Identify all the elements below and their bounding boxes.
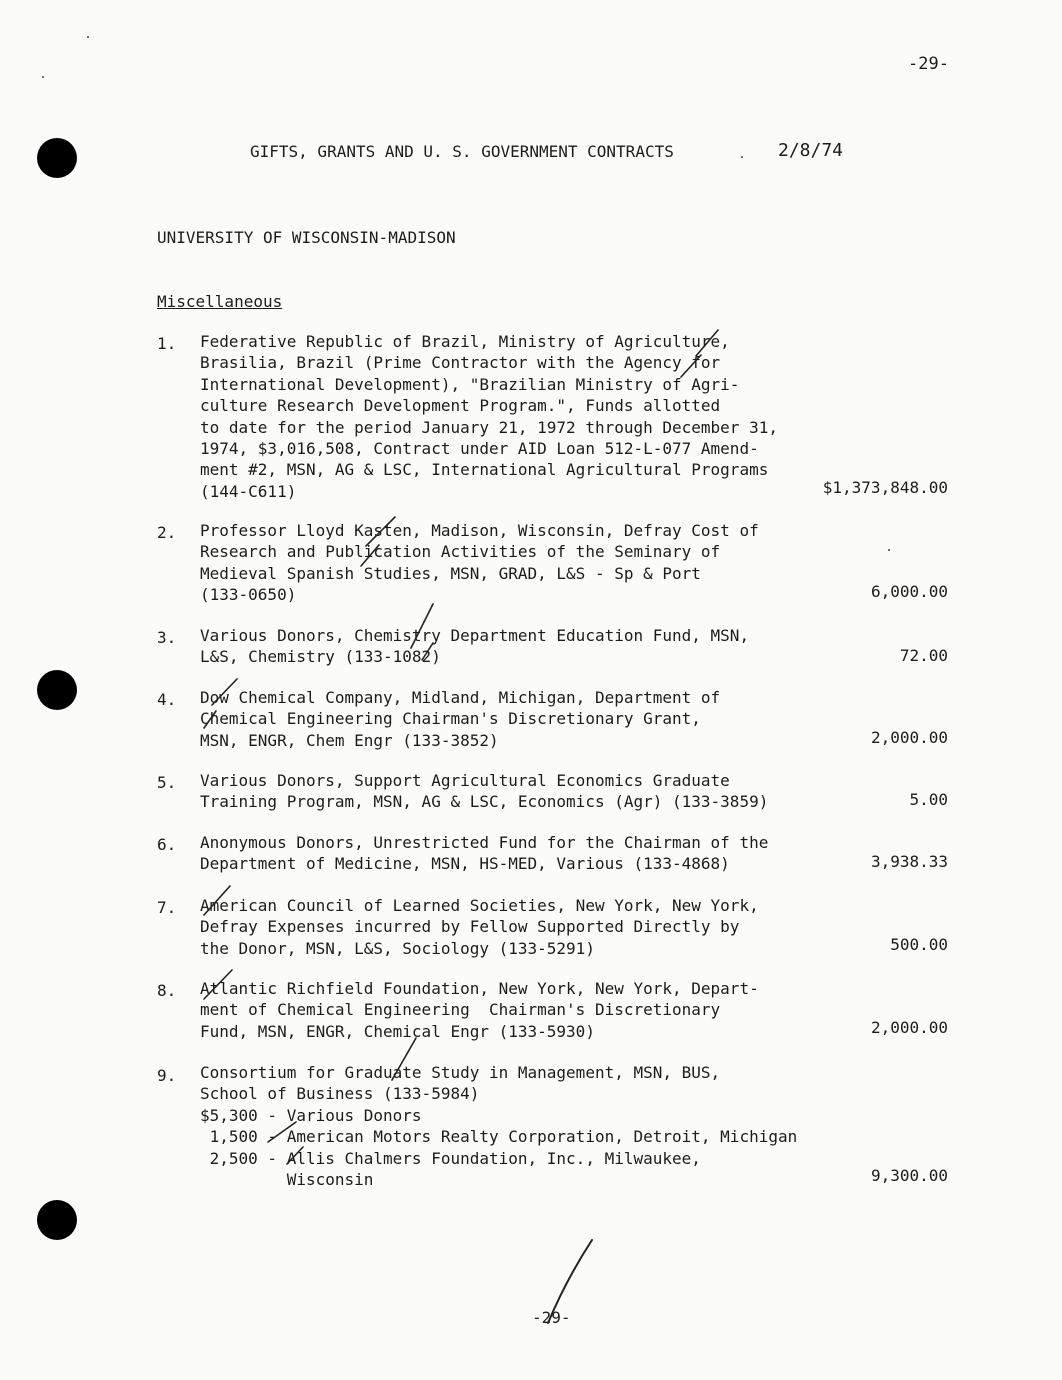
item-amount: 6,000.00 <box>870 582 948 601</box>
item-number: 5. <box>157 773 177 792</box>
item-number: 4. <box>157 690 177 709</box>
item-description <box>200 331 778 502</box>
item-line: MSN, ENGR, Chem Engr (133-3852) <box>200 730 499 750</box>
item-line: Brasilia, Brazil (Prime Contractor with the Agency for <box>200 353 721 373</box>
item-line: 2,500 - Allis Chalmers Foundation, Inc., Milwaukee, <box>200 1148 701 1168</box>
page-number-top: -29- <box>908 54 949 74</box>
item-line: American Council of Learned Societies, New York, New York, <box>200 896 759 915</box>
item-description <box>200 687 720 751</box>
item-number: 9. <box>157 1066 177 1085</box>
item-line: Fund, MSN, ENGR, Chemical Engr (133-5930) <box>200 1021 595 1041</box>
item-line: Department of Medicine, MSN, HS-MED, Various (133-4868) <box>200 854 730 874</box>
item-amount: 500.00 <box>890 935 948 954</box>
item-amount: 72.00 <box>899 646 948 665</box>
document-title: GIFTS, GRANTS AND U. S. GOVERNMENT CONTRACTS <box>250 142 674 161</box>
item-line: Wisconsin <box>200 1170 374 1190</box>
item-description <box>200 770 768 813</box>
item-number: 8. <box>157 981 177 1000</box>
item-line: 1974, $3,016,508, Contract under AID Loan 512-L-077 Amend- <box>200 439 759 459</box>
item-line: Training Program, MSN, AG & LSC, Economics (Agr) (133-3859) <box>200 792 769 812</box>
binder-hole-bottom <box>37 1200 77 1240</box>
speck <box>87 36 89 38</box>
item-line: School of Business (133-5984) <box>200 1084 480 1104</box>
item-line: to date for the period January 21, 1972 through December 31, <box>200 417 778 437</box>
item-number: 2. <box>157 523 177 542</box>
item-description <box>200 1062 797 1190</box>
item-line: (133-0650) <box>200 585 297 605</box>
item-line: Consortium for Graduate Study in Management, MSN, BUS, <box>200 1063 721 1082</box>
speck <box>42 76 44 78</box>
speck <box>888 549 890 551</box>
item-line: Atlantic Richfield Foundation, New York, New York, Depart- <box>200 979 759 998</box>
item-line: ment #2, MSN, AG & LSC, International Agricultural Programs <box>200 460 769 480</box>
item-line: Various Donors, Chemistry Department Education Fund, MSN, <box>200 626 750 645</box>
item-amount: 2,000.00 <box>870 1018 948 1037</box>
item-number: 3. <box>157 628 177 647</box>
item-description <box>200 832 768 875</box>
item-line: International Development), "Brazilian Ministry of Agri- <box>200 374 740 394</box>
item-number: 6. <box>157 835 177 854</box>
item-line: ment of Chemical Engineering Chairman's Discretionary <box>200 1000 721 1020</box>
item-amount: 5.00 <box>909 790 948 809</box>
item-description <box>200 978 759 1042</box>
item-line: Federative Republic of Brazil, Ministry of Agriculture, <box>200 332 730 351</box>
item-number: 7. <box>157 898 177 917</box>
section-heading: Miscellaneous <box>157 292 283 311</box>
item-description <box>200 895 759 959</box>
page-number-bottom: -29- <box>532 1308 571 1327</box>
item-line: (144-C611) <box>200 481 297 501</box>
item-line: the Donor, MSN, L&S, Sociology (133-5291) <box>200 938 595 958</box>
item-line: Dow Chemical Company, Midland, Michigan, Department of <box>200 688 721 707</box>
item-line: Various Donors, Support Agricultural Economics Graduate <box>200 771 730 790</box>
item-amount: 2,000.00 <box>870 728 948 747</box>
item-amount: $1,373,848.00 <box>822 478 948 497</box>
item-number: 1. <box>157 334 177 353</box>
item-amount: 3,938.33 <box>870 852 948 871</box>
item-line: Research and Publication Activities of the Seminary of <box>200 542 721 562</box>
binder-hole-top <box>37 138 77 178</box>
binder-hole-middle <box>37 670 77 710</box>
item-line: Professor Lloyd Kasten, Madison, Wisconsin, Defray Cost of <box>200 521 759 540</box>
item-description <box>200 520 759 606</box>
speck <box>741 156 743 158</box>
item-line: Chemical Engineering Chairman's Discretionary Grant, <box>200 709 701 729</box>
institution-heading: UNIVERSITY OF WISCONSIN-MADISON <box>157 228 456 247</box>
item-line: Defray Expenses incurred by Fellow Supported Directly by <box>200 917 740 937</box>
item-line: culture Research Development Program.", Funds allotted <box>200 396 721 416</box>
item-line: $5,300 - Various Donors <box>200 1105 422 1125</box>
item-line: Anonymous Donors, Unrestricted Fund for the Chairman of the <box>200 833 769 852</box>
item-line: L&S, Chemistry (133-1082) <box>200 647 441 667</box>
item-line: 1,500 - American Motors Realty Corporation, Detroit, Michigan <box>200 1127 798 1147</box>
item-amount: 9,300.00 <box>870 1166 948 1185</box>
document-date: 2/8/74 <box>778 140 844 161</box>
item-line: Medieval Spanish Studies, MSN, GRAD, L&S - Sp & Port <box>200 563 701 583</box>
item-description <box>200 625 749 668</box>
